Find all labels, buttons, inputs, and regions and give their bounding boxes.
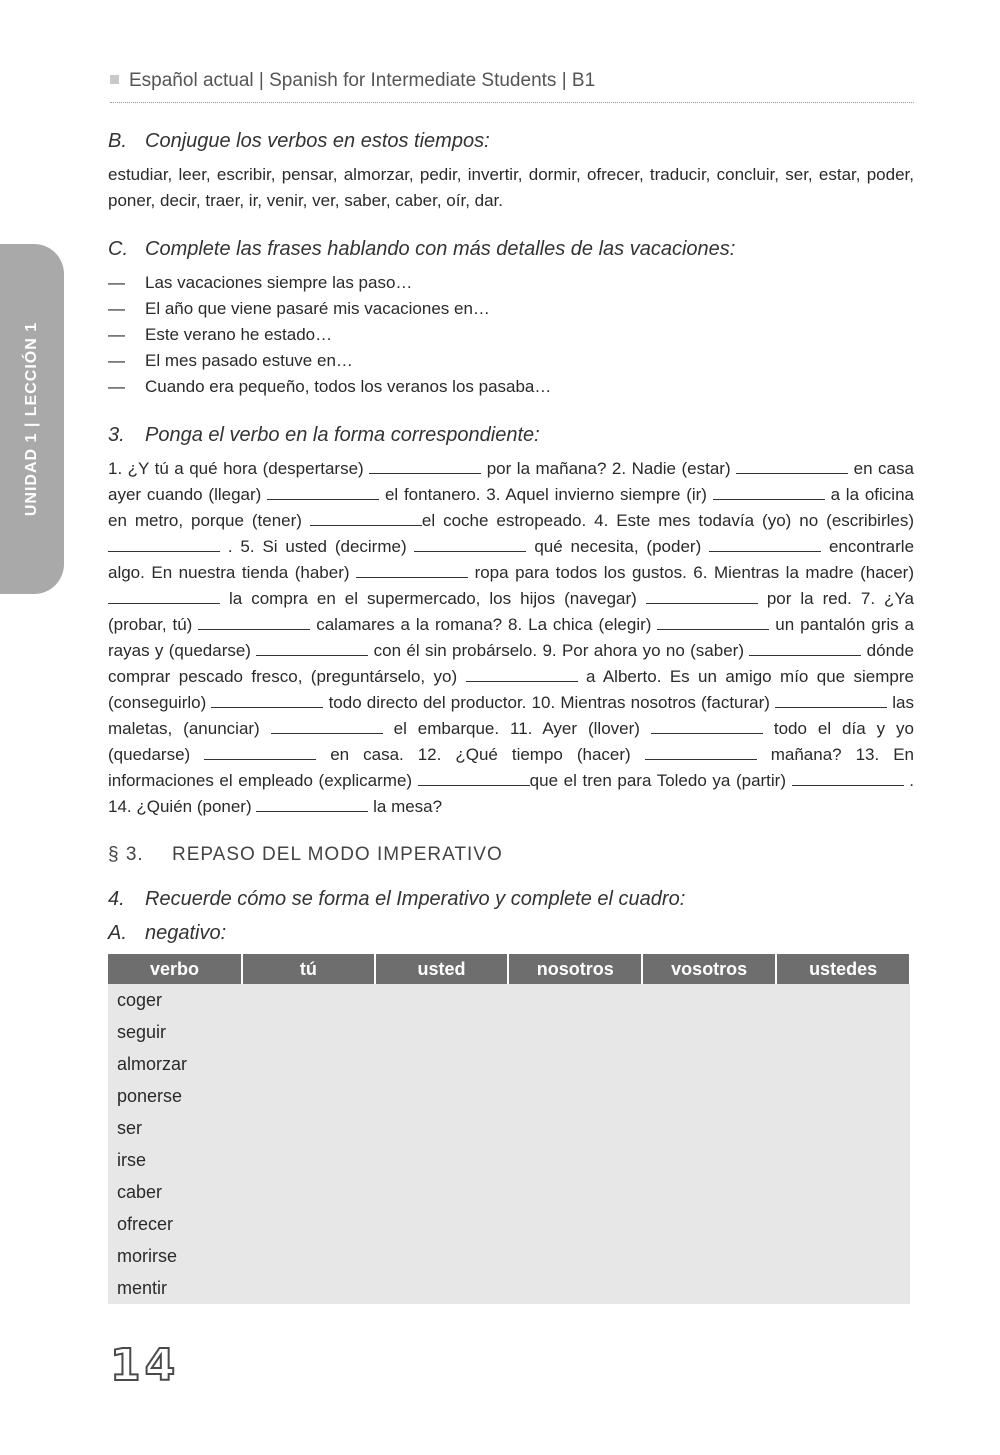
answer-cell[interactable]	[375, 1016, 508, 1048]
exercise-text-segment: un pantalón gris a rayas y (quedarse)	[108, 615, 914, 660]
answer-cell[interactable]	[642, 1112, 776, 1144]
exercise-4-heading	[108, 886, 914, 912]
answer-blank[interactable]	[736, 459, 848, 474]
verb-cell: mentir	[108, 1272, 242, 1304]
exercise-text-segment: todo el día y yo (quedarse)	[108, 719, 915, 764]
answer-cell[interactable]	[508, 1144, 642, 1176]
answer-cell[interactable]	[508, 1112, 642, 1144]
answer-blank[interactable]	[267, 485, 379, 500]
imperative-table	[108, 954, 910, 1304]
exercise-text-segment: encontrarle algo. En nuestra tienda (haber)	[108, 537, 915, 582]
exercise-text-segment: el fontanero. 3. Aquel invierno siempre (ir)	[384, 485, 707, 504]
answer-cell[interactable]	[508, 1016, 642, 1048]
section-b-verbs: estudiar, leer, escribir, pensar, almorzar, pedir, invertir, dormir, ofrecer, traducir, concluir, ser, estar, poder, poner, decir, traer, ir, venir, ver, saber, caber, oír, dar.	[108, 165, 914, 210]
answer-cell[interactable]	[642, 1240, 776, 1272]
answer-cell[interactable]	[242, 1176, 375, 1208]
answer-blank[interactable]	[713, 485, 825, 500]
table-row	[108, 1144, 909, 1176]
table-header-row	[108, 954, 909, 984]
exercise-4-subtitle: negativo:	[145, 922, 227, 944]
answer-cell[interactable]	[508, 1208, 642, 1240]
table-header-cell: tú	[242, 954, 375, 984]
answer-cell[interactable]	[776, 1176, 909, 1208]
answer-blank[interactable]	[211, 693, 323, 708]
page-content	[108, 128, 914, 1304]
dash-bullet: —	[108, 377, 125, 396]
list-item-text: El año que viene pasaré mis vacaciones en…	[145, 299, 490, 318]
verb-cell: morirse	[108, 1240, 242, 1272]
answer-cell[interactable]	[642, 1208, 776, 1240]
exercise-text-segment: calamares a la romana? 8. La chica (elegir)	[316, 615, 652, 634]
answer-blank[interactable]	[651, 719, 763, 734]
answer-cell[interactable]	[242, 1048, 375, 1080]
answer-cell[interactable]	[375, 1112, 508, 1144]
verb-cell: coger	[108, 984, 242, 1016]
answer-cell[interactable]	[642, 1080, 776, 1112]
exercise-3-heading	[108, 422, 914, 448]
answer-cell[interactable]	[776, 1080, 909, 1112]
exercise-text-segment: en casa ayer cuando (llegar)	[108, 459, 914, 504]
answer-cell[interactable]	[642, 984, 776, 1016]
table-row	[108, 1048, 909, 1080]
exercise-text-segment: ropa para todos los gustos. 6. Mientras la madre (hacer)	[474, 563, 914, 582]
list-item	[108, 322, 914, 348]
exercise-text-segment: por la mañana? 2. Nadie (estar)	[486, 459, 731, 478]
answer-blank[interactable]	[108, 537, 220, 552]
exercise-text-segment: mañana? 13. En informaciones el empleado (explicarme)	[108, 745, 915, 790]
list-item	[108, 270, 914, 296]
answer-cell[interactable]	[242, 1112, 375, 1144]
section-b	[108, 128, 914, 214]
answer-cell[interactable]	[242, 984, 375, 1016]
exercise-text-segment: dónde comprar pescado fresco, (preguntárselo, yo)	[108, 641, 914, 686]
answer-cell[interactable]	[375, 1272, 508, 1304]
list-item-text: El mes pasado estuve en…	[145, 351, 353, 370]
answer-cell[interactable]	[642, 1272, 776, 1304]
answer-cell[interactable]	[242, 1080, 375, 1112]
list-item	[108, 348, 914, 374]
answer-blank[interactable]	[775, 693, 887, 708]
exercise-text-segment: las maletas, (anunciar)	[108, 693, 914, 738]
answer-cell[interactable]	[776, 1272, 909, 1304]
section-b-heading	[108, 128, 914, 154]
section-b-title: Conjugue los verbos en estos tiempos:	[145, 130, 490, 152]
table-header-cell: usted	[375, 954, 508, 984]
answer-cell[interactable]	[242, 1208, 375, 1240]
answer-cell[interactable]	[508, 984, 642, 1016]
unit-side-tab	[0, 244, 64, 594]
section-3-number: § 3.	[108, 844, 144, 865]
answer-blank[interactable]	[749, 641, 861, 656]
section-c-title: Complete las frases hablando con más detalles de las vacaciones:	[145, 238, 736, 260]
answer-blank[interactable]	[198, 615, 310, 630]
table-row	[108, 1016, 909, 1048]
header-title: Español actual | Spanish for Intermediate Students | B1	[129, 70, 596, 91]
answer-blank[interactable]	[792, 771, 904, 786]
table-body	[108, 984, 909, 1304]
verb-cell: ofrecer	[108, 1208, 242, 1240]
section-c	[108, 236, 914, 400]
answer-cell[interactable]	[776, 1208, 909, 1240]
answer-blank[interactable]	[204, 745, 316, 760]
answer-cell[interactable]	[242, 1272, 375, 1304]
exercise-text-segment: . 14. ¿Quién (poner)	[108, 771, 914, 816]
section-3-title: REPASO DEL MODO IMPERATIVO	[172, 844, 503, 865]
exercise-4-subheading	[108, 920, 914, 946]
list-item-text: Cuando era pequeño, todos los veranos los pasaba…	[145, 377, 552, 396]
table-header-cell: ustedes	[776, 954, 909, 984]
answer-cell[interactable]	[776, 1048, 909, 1080]
exercise-text-segment: el embarque. 11. Ayer (llover)	[393, 719, 640, 738]
exercise-text-segment: qué necesita, (poder)	[534, 537, 702, 556]
exercise-4-title: Recuerde cómo se forma el Imperativo y complete el cuadro:	[145, 888, 686, 910]
exercise-text-segment: en casa. 12. ¿Qué tiempo (hacer)	[330, 745, 631, 764]
dash-bullet: —	[108, 351, 125, 370]
exercise-text-segment: el coche estropeado. 4. Este mes todavía (yo) no (escribirles)	[421, 511, 914, 530]
answer-cell[interactable]	[375, 1208, 508, 1240]
exercise-4-sub-number: A.	[108, 922, 127, 944]
answer-cell[interactable]	[508, 1048, 642, 1080]
answer-cell[interactable]	[642, 1176, 776, 1208]
verb-cell: seguir	[108, 1016, 242, 1048]
answer-blank[interactable]	[657, 615, 769, 630]
running-header	[110, 70, 914, 103]
exercise-text-segment: la mesa?	[373, 797, 443, 816]
exercise-text-segment: con él sin probárselo. 9. Por ahora yo no (saber)	[373, 641, 744, 660]
answer-blank[interactable]	[646, 589, 758, 604]
exercise-text-segment: a Alberto. Es un amigo mío que siempre (conseguirlo)	[108, 667, 914, 712]
dash-bullet: —	[108, 273, 125, 292]
table-row	[108, 1240, 909, 1272]
answer-blank[interactable]	[256, 797, 368, 812]
exercise-text-segment: a la oficina en metro, porque (tener)	[108, 485, 914, 530]
section-3-heading	[108, 842, 914, 868]
answer-cell[interactable]	[642, 1048, 776, 1080]
table-header-cell: vosotros	[642, 954, 776, 984]
exercise-text-segment: la compra en el supermercado, los hijos (navegar)	[229, 589, 637, 608]
verb-cell: caber	[108, 1176, 242, 1208]
answer-cell[interactable]	[242, 1240, 375, 1272]
exercise-4	[108, 886, 914, 1304]
section-c-heading	[108, 236, 914, 262]
answer-blank[interactable]	[709, 537, 821, 552]
answer-blank[interactable]	[271, 719, 383, 734]
page-number: 14	[110, 1340, 180, 1391]
table-row	[108, 1176, 909, 1208]
exercise-text-segment: todo directo del productor. 10. Mientras nosotros (facturar)	[328, 693, 770, 712]
answer-cell[interactable]	[776, 984, 909, 1016]
exercise-3-text	[108, 456, 914, 820]
exercise-text-segment: 1. ¿Y tú a qué hora (despertarse)	[108, 459, 364, 478]
answer-cell[interactable]	[642, 1016, 776, 1048]
answer-cell[interactable]	[508, 1080, 642, 1112]
answer-blank[interactable]	[356, 563, 468, 578]
dash-bullet: —	[108, 325, 125, 344]
answer-blank[interactable]	[466, 667, 578, 682]
answer-cell[interactable]	[776, 1112, 909, 1144]
answer-blank[interactable]	[645, 745, 757, 760]
answer-blank[interactable]	[108, 589, 220, 604]
verb-cell: almorzar	[108, 1048, 242, 1080]
list-item	[108, 296, 914, 322]
side-tab-label: UNIDAD 1 | LECCIÓN 1	[23, 321, 40, 517]
answer-cell[interactable]	[375, 1240, 508, 1272]
verb-cell: ser	[108, 1112, 242, 1144]
exercise-3	[108, 422, 914, 820]
exercise-3-title: Ponga el verbo en la forma correspondiente:	[145, 424, 540, 446]
exercise-3-number: 3.	[108, 424, 125, 446]
table-row	[108, 1208, 909, 1240]
answer-cell[interactable]	[375, 1080, 508, 1112]
verb-cell: ponerse	[108, 1080, 242, 1112]
table-header-cell: nosotros	[508, 954, 642, 984]
exercise-text-segment: que el tren para Toledo ya (partir)	[529, 771, 787, 790]
answer-cell[interactable]	[375, 984, 508, 1016]
exercise-text-segment: . 5. Si usted (decirme)	[227, 537, 407, 556]
answer-cell[interactable]	[508, 1272, 642, 1304]
section-c-list	[108, 270, 914, 400]
answer-cell[interactable]	[375, 1176, 508, 1208]
answer-cell[interactable]	[242, 1016, 375, 1048]
answer-cell[interactable]	[375, 1144, 508, 1176]
table-row	[108, 1112, 909, 1144]
answer-cell[interactable]	[375, 1048, 508, 1080]
exercise-4-number: 4.	[108, 888, 125, 910]
answer-blank[interactable]	[414, 537, 526, 552]
exercise-text-segment: por la red. 7. ¿Ya (probar, tú)	[108, 589, 914, 634]
list-item-text: Este verano he estado…	[145, 325, 333, 344]
section-b-number: B.	[108, 130, 127, 152]
answer-cell[interactable]	[508, 1240, 642, 1272]
answer-cell[interactable]	[242, 1144, 375, 1176]
table-row	[108, 1272, 909, 1304]
answer-blank[interactable]	[310, 511, 422, 526]
answer-cell[interactable]	[642, 1144, 776, 1176]
section-c-number: C.	[108, 238, 128, 260]
dash-bullet: —	[108, 299, 125, 318]
table-row	[108, 984, 909, 1016]
answer-blank[interactable]	[256, 641, 368, 656]
verb-cell: irse	[108, 1144, 242, 1176]
list-item	[108, 374, 914, 400]
list-item-text: Las vacaciones siempre las paso…	[145, 273, 413, 292]
header-square-icon	[110, 75, 119, 84]
answer-cell[interactable]	[776, 1240, 909, 1272]
answer-blank[interactable]	[369, 459, 481, 474]
table-header-cell: verbo	[108, 954, 242, 984]
answer-cell[interactable]	[776, 1144, 909, 1176]
answer-cell[interactable]	[508, 1176, 642, 1208]
answer-blank[interactable]	[418, 771, 530, 786]
answer-cell[interactable]	[776, 1016, 909, 1048]
table-row	[108, 1080, 909, 1112]
